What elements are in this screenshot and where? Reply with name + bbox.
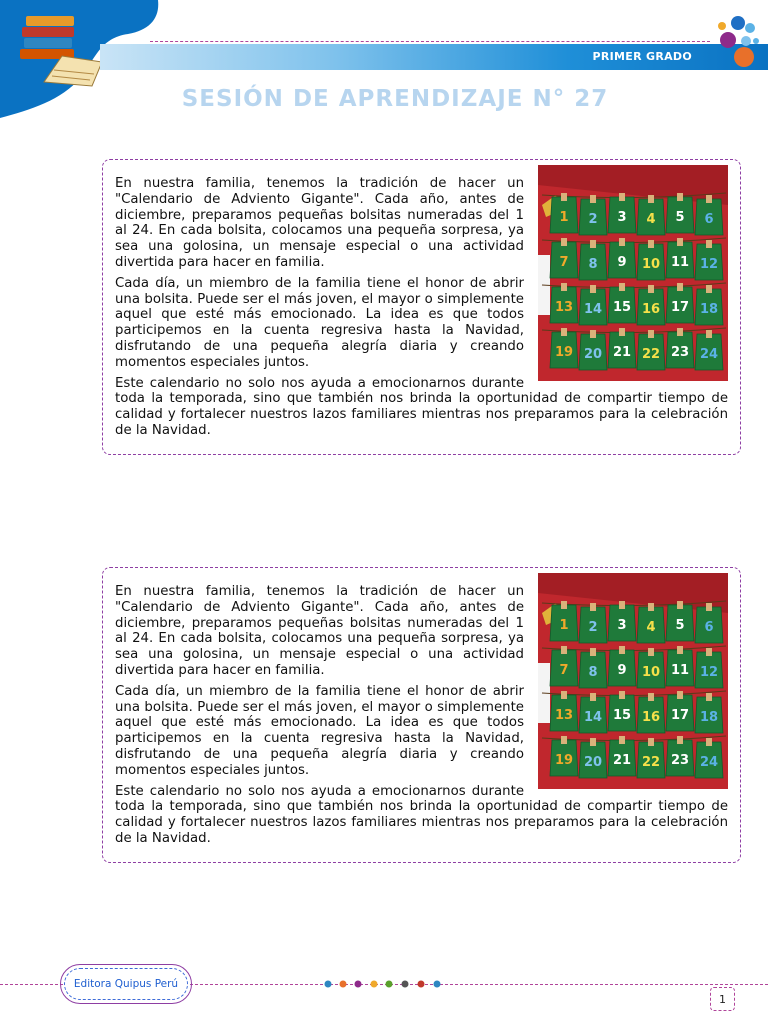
calendar-number: 7	[559, 255, 569, 270]
calendar-number: 15	[612, 300, 632, 315]
clothespin	[677, 193, 683, 201]
calendar-number: 8	[588, 257, 598, 272]
calendar-number: 10	[641, 257, 661, 272]
page-title: SESIÓN DE APRENDIZAJE N° 27	[181, 86, 609, 112]
clothespin	[619, 646, 625, 654]
calendar-number: 12	[699, 257, 719, 272]
clothespin	[706, 603, 712, 611]
calendar-number: 10	[641, 665, 661, 680]
calendar-number: 20	[583, 755, 603, 770]
clothespin	[590, 330, 596, 338]
calendar-number: 4	[646, 212, 656, 227]
clothespin	[648, 648, 654, 656]
paragraph: Este calendario no solo nos ayuda a emocionarnos durante toda la temporada, sino que también nos brinda la oportunidad de compartir tiempo de calidad y fortalecer nuestros lazos familiares mientras nos preparamos para la celebración de la Navidad.	[115, 783, 728, 846]
paragraph: En nuestra familia, tenemos la tradición de hacer un "Calendario de Adviento Gigante". Cada año, antes de diciembre, preparamos pequeñas bolsitas numeradas del 1 al 24. En cada bolsita, colocamos una pequeña sorpresa, ya sea una golosina, un mensaje especial o una actividad divertida para hacer en familia.	[115, 176, 524, 270]
calendar-number: 3	[617, 210, 627, 225]
clothespin	[677, 283, 683, 291]
clothespin	[561, 238, 567, 246]
clothespin	[706, 240, 712, 248]
calendar-number: 5	[675, 618, 685, 633]
calendar-number: 23	[670, 345, 690, 360]
calendar-number: 4	[646, 620, 656, 635]
reading-text	[115, 584, 728, 852]
clothespin	[561, 193, 567, 201]
clothespin	[619, 601, 625, 609]
paragraph: Este calendario no solo nos ayuda a emocionarnos durante toda la temporada, sino que también nos brinda la oportunidad de compartir tiempo de calidad y fortalecer nuestros lazos familiares mientras nos preparamos para la celebración de la Navidad.	[115, 375, 728, 438]
calendar-number: 14	[583, 710, 603, 725]
clothespin	[648, 240, 654, 248]
calendar-number: 13	[554, 708, 574, 723]
clothespin	[590, 648, 596, 656]
calendar-number: 7	[559, 663, 569, 678]
clothespin	[706, 738, 712, 746]
calendar-number: 15	[612, 708, 632, 723]
reading-card	[102, 159, 741, 455]
clothespin	[590, 240, 596, 248]
calendar-number: 3	[617, 618, 627, 633]
clothespin	[619, 238, 625, 246]
calendar-number: 17	[670, 300, 690, 315]
clothespin	[619, 193, 625, 201]
clothespin	[561, 736, 567, 744]
header-dashed-line	[150, 41, 710, 42]
clothespin	[677, 736, 683, 744]
page-number: 1	[710, 987, 735, 1011]
clothespin	[561, 328, 567, 336]
calendar-number: 16	[641, 302, 661, 317]
clothespin	[590, 603, 596, 611]
advent-calendar-photo-icon	[538, 165, 728, 381]
grade-label: PRIMER GRADO	[592, 50, 692, 63]
clothespin	[706, 693, 712, 701]
calendar-number: 21	[612, 753, 632, 768]
clothespin	[619, 736, 625, 744]
calendar-number: 12	[699, 665, 719, 680]
calendar-number: 24	[699, 755, 719, 770]
calendar-number: 6	[704, 212, 714, 227]
clothespin	[648, 603, 654, 611]
calendar-number: 1	[559, 618, 569, 633]
calendar-number: 21	[612, 345, 632, 360]
calendar-number: 20	[583, 347, 603, 362]
reading-text	[115, 176, 728, 444]
clothespin	[648, 693, 654, 701]
paragraph: Cada día, un miembro de la familia tiene el honor de abrir una bolsita. Puede ser el más joven, el mayor o simplemente aquel que esté más emocionado. La idea es que todos participemos en la cuenta regresiva hasta la Navidad, disfrutando de una pequeña alegría diaria y creando momentos especiales juntos.	[115, 683, 524, 778]
calendar-number: 17	[670, 708, 690, 723]
calendar-number: 13	[554, 300, 574, 315]
clothespin	[590, 285, 596, 293]
clothespin	[561, 646, 567, 654]
calendar-number: 6	[704, 620, 714, 635]
clothespin	[648, 285, 654, 293]
reading-card	[102, 567, 741, 863]
clothespin	[619, 283, 625, 291]
clothespin	[648, 195, 654, 203]
clothespin	[677, 646, 683, 654]
calendar-number: 18	[699, 710, 719, 725]
calendar-number: 8	[588, 665, 598, 680]
calendar-number: 22	[641, 347, 661, 362]
clothespin	[619, 328, 625, 336]
clothespin	[677, 328, 683, 336]
clothespin	[706, 285, 712, 293]
clothespin	[677, 601, 683, 609]
clothespin	[590, 195, 596, 203]
calendar-number: 23	[670, 753, 690, 768]
clothespin	[677, 238, 683, 246]
paragraph: Cada día, un miembro de la familia tiene el honor de abrir una bolsita. Puede ser el más joven, el mayor o simplemente aquel que esté más emocionado. La idea es que todos participemos en la cuenta regresiva hasta la Navidad, disfrutando de una pequeña alegría diaria y creando momentos especiales juntos.	[115, 275, 524, 370]
clothespin	[677, 691, 683, 699]
clothespin	[590, 738, 596, 746]
publisher-badge	[64, 968, 188, 1000]
clothespin	[619, 691, 625, 699]
clothespin	[648, 738, 654, 746]
calendar-number: 2	[588, 620, 598, 635]
calendar-number: 14	[583, 302, 603, 317]
calendar-number: 16	[641, 710, 661, 725]
colored-drops-icon	[322, 978, 446, 994]
clothespin	[648, 330, 654, 338]
calendar-number: 1	[559, 210, 569, 225]
calendar-number: 2	[588, 212, 598, 227]
clothespin	[590, 693, 596, 701]
calendar-number: 24	[699, 347, 719, 362]
calendar-number: 11	[670, 255, 690, 270]
publisher-name: Editora Quipus Perú	[73, 978, 179, 990]
calendar-number: 9	[617, 255, 627, 270]
calendar-number: 19	[554, 345, 574, 360]
advent-calendar-photo-icon	[538, 573, 728, 789]
calendar-number: 9	[617, 663, 627, 678]
calendar-number: 19	[554, 753, 574, 768]
clothespin	[706, 330, 712, 338]
calendar-number: 5	[675, 210, 685, 225]
calendar-number: 18	[699, 302, 719, 317]
clothespin	[561, 691, 567, 699]
calendar-number: 11	[670, 663, 690, 678]
paragraph: En nuestra familia, tenemos la tradición de hacer un "Calendario de Adviento Gigante". Cada año, antes de diciembre, preparamos pequeñas bolsitas numeradas del 1 al 24. En cada bolsita, colocamos una pequeña sorpresa, ya sea una golosina, un mensaje especial o una actividad divertida para hacer en familia.	[115, 584, 524, 678]
clothespin	[706, 195, 712, 203]
decorative-dots-icon	[712, 14, 768, 70]
clothespin	[561, 283, 567, 291]
clothespin	[561, 601, 567, 609]
calendar-number: 22	[641, 755, 661, 770]
clothespin	[706, 648, 712, 656]
